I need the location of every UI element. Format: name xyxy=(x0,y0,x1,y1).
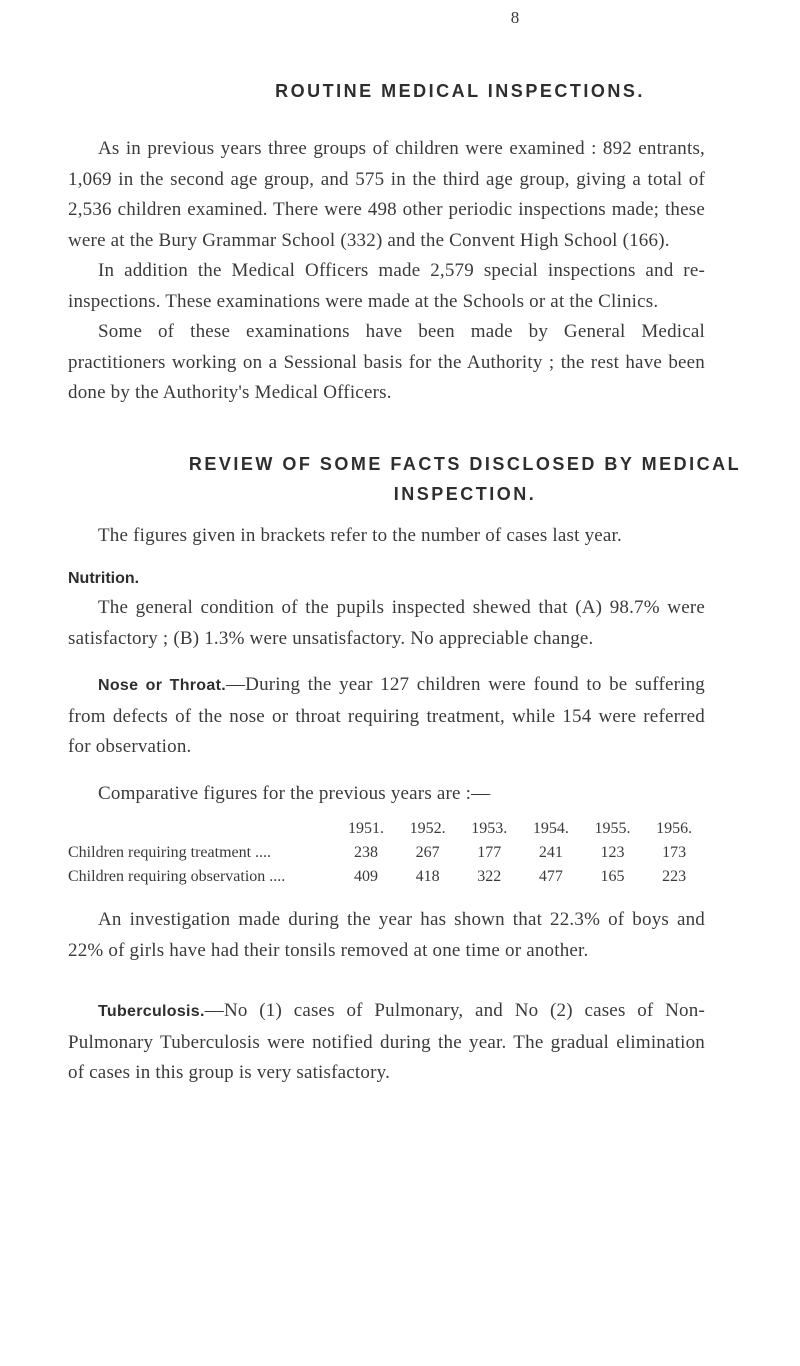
nutrition-heading: Nutrition. xyxy=(68,570,140,587)
review-section xyxy=(68,521,705,810)
routine-section xyxy=(68,134,705,409)
year-header: 1956. xyxy=(656,820,693,837)
tonsils-text: An investigation made during the year has shown that 22.3% of boys and 22% of girls have had their tonsils removed at one time or another. xyxy=(68,909,705,961)
year-header: 1952. xyxy=(409,820,446,837)
table-cell: 267 xyxy=(415,844,440,861)
nose-throat-text: —During the year 127 children were found to be suffering from defects of the nose or throat requiring treatment, while 154 were referred for observation. xyxy=(68,674,706,757)
year-header: 1954. xyxy=(532,820,569,837)
table-cell: 322 xyxy=(477,868,502,885)
table-cell: 165 xyxy=(600,868,625,885)
routine-paragraph-2: In addition the Medical Officers made 2,579 special inspections and re-inspections. These examinations were made at the Schools or at the Clinics. xyxy=(68,260,705,312)
year-header: 1953. xyxy=(471,820,508,837)
table-header-row xyxy=(68,817,705,841)
table-row xyxy=(68,865,705,889)
table-cell: 173 xyxy=(662,844,687,861)
table-cell: 177 xyxy=(477,844,502,861)
comparative-table xyxy=(68,817,705,889)
routine-paragraph-1: As in previous years three groups of children were examined : 892 entrants, 1,069 in the second age group, and 575 in the third age group, giving a total of 2,536 children examined. There were 498 other periodic inspections made; these were at the Bury Grammar School (332) and the Convent High School (166). xyxy=(68,138,705,251)
nose-throat-paragraph xyxy=(68,670,705,763)
table-cell: 238 xyxy=(354,844,379,861)
table-cell: 223 xyxy=(662,868,687,885)
table-cell: 477 xyxy=(538,868,563,885)
nutrition-text: The general condition of the pupils inspected shewed that (A) 98.7% were satisfactory ; (B) 1.3% were unsatisfactory. No appreciable change. xyxy=(68,597,705,649)
section-heading-routine: ROUTINE MEDICAL INSPECTIONS. xyxy=(275,81,645,101)
comparative-intro: Comparative figures for the previous years are :— xyxy=(98,782,491,804)
routine-paragraph-3: Some of these examinations have been made by General Medical practitioners working on a Sessional basis for the Authority ; the rest have been done by the Authority's Medical Officers. xyxy=(68,321,705,403)
section-heading-review: REVIEW OF SOME FACTS DISCLOSED BY MEDICAL INSPECTION. xyxy=(188,453,742,504)
table-cell: 241 xyxy=(538,844,563,861)
review-intro: The figures given in brackets refer to the number of cases last year. xyxy=(98,524,622,546)
year-header: 1951. xyxy=(348,820,385,837)
row-label: Children requiring treatment .... xyxy=(68,844,272,861)
table-cell: 418 xyxy=(415,868,440,885)
tuberculosis-heading: Tuberculosis. xyxy=(98,1003,205,1020)
tuberculosis-paragraph xyxy=(68,996,705,1089)
page-number: 8 xyxy=(510,8,520,27)
tuberculosis-text: —No (1) cases of Pulmonary, and No (2) cases of Non-Pulmonary Tuberculosis were notified during the year. The gradual elimination of cases in this group is very satisfactory. xyxy=(68,1000,705,1083)
nose-throat-heading: Nose or Throat. xyxy=(98,677,226,694)
table-cell: 123 xyxy=(600,844,625,861)
table-cell: 409 xyxy=(354,868,379,885)
tonsils-section xyxy=(68,905,705,1089)
table-row xyxy=(68,841,705,865)
year-header: 1955. xyxy=(594,820,631,837)
row-label: Children requiring observation .... xyxy=(68,868,286,885)
